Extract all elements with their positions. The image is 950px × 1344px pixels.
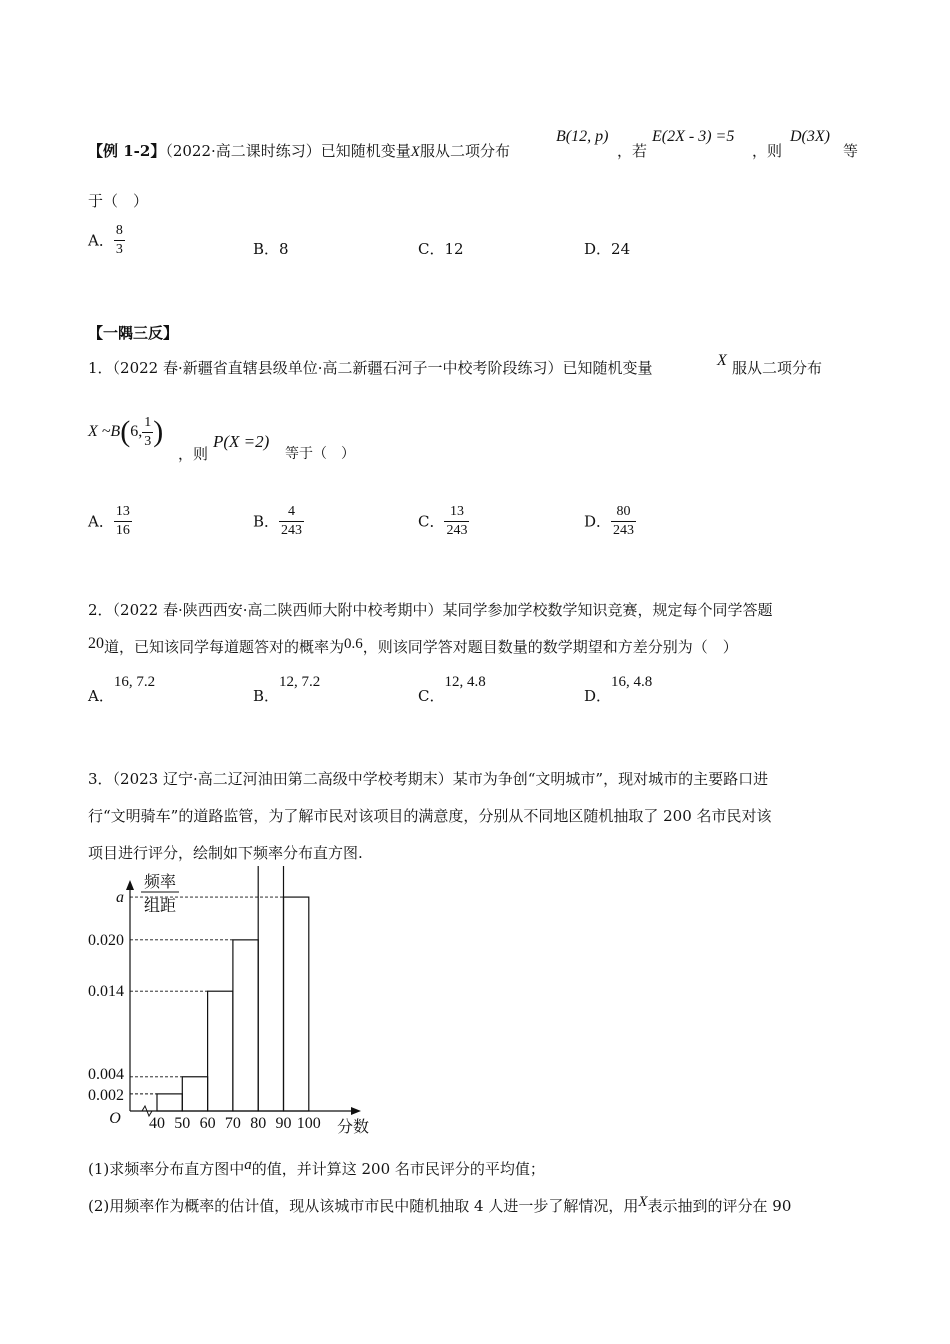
example-option-d[interactable] xyxy=(584,238,630,259)
q1-stem-text: 已知随机变量 xyxy=(562,359,653,377)
q2-stem3: ，则该同学答对题目数量的数学期望和方差分别为（ ） xyxy=(362,638,738,656)
q2-stem1: 某同学参加学校数学知识竞赛，规定每个同学答题 xyxy=(442,601,773,619)
example-option-b[interactable] xyxy=(253,238,289,259)
histogram-bar xyxy=(233,940,258,1111)
q1-dist-fraction xyxy=(142,414,153,450)
q3-sub2-var: X xyxy=(638,1194,648,1210)
histogram-bar xyxy=(182,1077,207,1111)
q2-option-c[interactable] xyxy=(418,670,486,705)
example-expectation: E(2X - 3) =5 xyxy=(652,128,735,145)
q1-option-c[interactable] xyxy=(418,503,469,539)
q3-sub1-b: 的值，并计算这 200 名市民评分的平均值； xyxy=(251,1160,545,1178)
q2-count: 20 xyxy=(88,635,104,652)
x-tick-label: 90 xyxy=(275,1115,292,1132)
q3-source: （2023 辽宁·高二辽河油田第二高级中学校考期末） xyxy=(112,770,453,788)
q1-source: （2022 春·新疆省直辖县级单位·高二新疆石河子一中校考阶段练习） xyxy=(112,359,563,377)
q2-prob: 0.6 xyxy=(344,636,363,652)
example-stem-b: 服从二项分布 xyxy=(419,142,510,160)
x-tick-label: 50 xyxy=(174,1115,191,1132)
option-fraction xyxy=(114,222,125,258)
q1-distribution xyxy=(88,414,163,450)
q1-option-a[interactable] xyxy=(88,503,132,539)
fraction-denominator: 3 xyxy=(144,433,152,449)
option-fraction xyxy=(611,503,636,539)
option-value: 16, 4.8 xyxy=(611,674,653,690)
q3-sub2-a: (2)用频率作为概率的估计值，现从该城市市民中随机抽取 4 人进一步了解情况，用 xyxy=(88,1197,639,1215)
q1-option-d[interactable] xyxy=(584,503,636,539)
right-paren: ) xyxy=(153,415,164,448)
q3-number: 3． xyxy=(88,770,113,788)
example-var: X xyxy=(410,144,420,160)
q3-sub1 xyxy=(88,1158,545,1179)
q3-line3: 项目进行评分，绘制如下频率分布直方图. xyxy=(88,844,363,862)
x-tick-label: 60 xyxy=(199,1115,216,1132)
q3-line2: 行“文明骑车”的道路监管，为了解市民对该项目的满意度，分别从不同地区随机抽取了 200 名市民对该 xyxy=(88,807,772,825)
fraction-numerator: 8 xyxy=(114,222,125,241)
q1-dist-prefix: X ~B xyxy=(88,423,121,440)
example-source: （2022·高二课时练习） xyxy=(165,142,321,160)
option-value: 16, 7.2 xyxy=(113,674,156,690)
q1-stem2: 服从二项分布 xyxy=(732,359,823,377)
y-tick-label: 0.002 xyxy=(88,1086,124,1104)
option-value: 24 xyxy=(611,240,631,258)
option-value: 12, 7.2 xyxy=(279,674,321,690)
q1-mid: ，则 xyxy=(178,445,209,463)
fraction-denominator: 243 xyxy=(446,522,468,538)
option-label: C． xyxy=(418,687,445,705)
option-label: D． xyxy=(584,512,612,531)
x-tick-label: 100 xyxy=(296,1115,321,1132)
q2-option-a[interactable] xyxy=(88,670,156,705)
q2-stem xyxy=(88,599,773,620)
example-variance: D(3X) xyxy=(790,128,830,145)
histogram-bar xyxy=(258,866,283,1111)
example-stem-e: 等 xyxy=(843,142,859,160)
option-label: A． xyxy=(88,231,114,250)
q2-stem2: 道，已知该同学每道题答对的概率为 xyxy=(104,638,345,656)
fraction-denominator: 243 xyxy=(281,522,303,538)
y-tick-label: 0.004 xyxy=(88,1065,124,1083)
example-stem-a: 已知随机变量 xyxy=(320,142,411,160)
option-value: 12, 4.8 xyxy=(444,674,486,690)
example-stem-line2: 于（ ） xyxy=(88,192,149,210)
q3-sub2-b: 表示抽到的评分在 90 xyxy=(647,1197,792,1215)
option-label: C． xyxy=(418,512,445,531)
x-tick-label: 40 xyxy=(149,1115,165,1132)
y-axis-label-numerator: 频率 xyxy=(143,874,177,891)
origin-label: O xyxy=(109,1110,121,1127)
q3-sub1-a: (1)求频率分布直方图中 xyxy=(88,1160,245,1178)
q1-option-b[interactable] xyxy=(253,503,304,539)
fraction-numerator: 13 xyxy=(114,503,132,522)
y-axis-arrow xyxy=(126,880,134,890)
option-label: B． xyxy=(253,687,280,705)
histogram-chart xyxy=(75,866,395,1142)
fraction-numerator: 13 xyxy=(444,503,469,522)
example-option-a[interactable] xyxy=(88,222,125,258)
histogram-bar xyxy=(284,897,309,1111)
option-label: C． xyxy=(418,240,445,258)
y-axis-label-denominator: 组距 xyxy=(143,898,177,915)
option-label: D． xyxy=(584,687,612,705)
y-tick-label: a xyxy=(116,889,124,907)
option-value: 12 xyxy=(444,240,464,258)
q1-tail: 等于（ ） xyxy=(285,446,355,462)
q2-option-d[interactable] xyxy=(584,670,653,705)
x-axis-label: 分数 xyxy=(337,1119,370,1136)
q2-number: 2． xyxy=(88,601,113,619)
option-fraction xyxy=(444,503,469,539)
option-value: 8 xyxy=(279,240,289,258)
fraction-denominator: 16 xyxy=(115,522,130,538)
option-label: D． xyxy=(584,240,612,258)
q3-line1 xyxy=(88,768,768,789)
q1-var: X xyxy=(717,352,727,369)
q2-stem-line2 xyxy=(88,636,738,657)
fraction-numerator: 1 xyxy=(142,414,153,433)
example-binom: B(12, p) xyxy=(556,128,609,145)
option-fraction xyxy=(114,503,132,539)
left-paren: ( xyxy=(120,415,131,448)
y-tick-label: 0.014 xyxy=(88,983,124,1001)
option-fraction xyxy=(279,503,304,539)
option-label: A． xyxy=(88,512,114,531)
option-label: A． xyxy=(88,687,114,705)
histogram-bar xyxy=(208,991,233,1111)
fraction-denominator: 3 xyxy=(115,241,123,257)
q3-sub1-var: a xyxy=(244,1157,252,1173)
histogram-bar xyxy=(157,1094,182,1111)
q2-option-b[interactable] xyxy=(253,670,321,705)
fraction-numerator: 4 xyxy=(279,503,304,522)
q2-source: （2022 春·陕西西安·高二陕西师大附中校考期中） xyxy=(112,601,443,619)
option-label: B． xyxy=(253,240,280,258)
section-title: 【一隅三反】 xyxy=(88,324,179,342)
fraction-denominator: 243 xyxy=(613,522,635,538)
q3-line1-text: 某市为争创“文明城市”，现对城市的主要路口进 xyxy=(452,770,769,788)
q1-stem xyxy=(88,357,653,378)
example-stem-line xyxy=(88,140,510,161)
example-stem-d: ，则 xyxy=(752,142,783,160)
q1-dist-n: 6, xyxy=(130,423,143,440)
example-option-c[interactable] xyxy=(418,238,464,259)
q1-number: 1． xyxy=(88,359,113,377)
x-tick-label: 80 xyxy=(250,1115,267,1132)
q3-sub2 xyxy=(88,1195,791,1216)
x-axis-arrow xyxy=(351,1107,361,1115)
x-tick-label: 70 xyxy=(224,1115,241,1132)
q1-prob: P(X =2) xyxy=(213,432,270,451)
y-tick-label: 0.020 xyxy=(88,931,124,949)
example-tag: 【例 1-2】 xyxy=(88,142,166,160)
option-label: B． xyxy=(253,512,280,531)
fraction-numerator: 80 xyxy=(611,503,636,522)
example-stem-c: ，若 xyxy=(617,142,648,160)
